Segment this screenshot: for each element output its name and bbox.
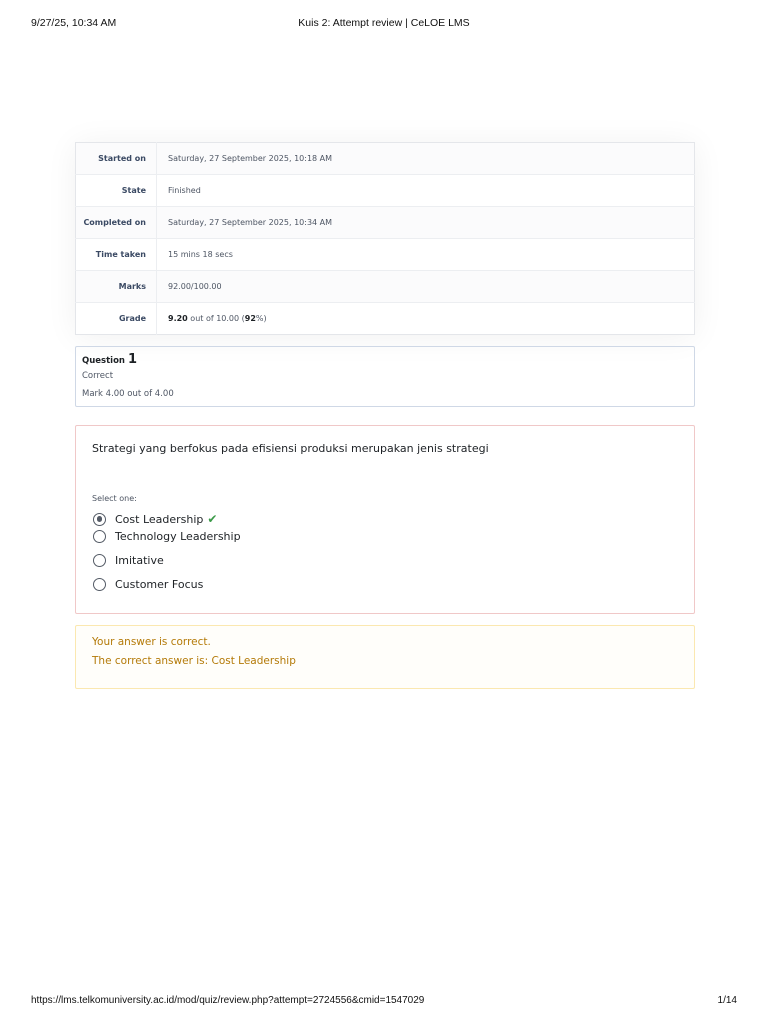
summary-label: Grade bbox=[76, 303, 157, 335]
summary-value-grade bbox=[157, 303, 695, 335]
feedback-result: Your answer is correct. bbox=[92, 636, 211, 648]
answer-option-label: Technology Leadership bbox=[115, 530, 241, 543]
print-footer bbox=[31, 995, 737, 1009]
summary-row-state bbox=[76, 175, 695, 207]
question-mark: Mark 4.00 out of 4.00 bbox=[82, 389, 174, 399]
summary-row-completed bbox=[76, 207, 695, 239]
summary-label: Started on bbox=[76, 143, 157, 175]
summary-label: Completed on bbox=[76, 207, 157, 239]
page-number: 1/14 bbox=[717, 995, 737, 1006]
summary-row-marks bbox=[76, 271, 695, 303]
grade-out-of: out of 10.00 ( bbox=[187, 314, 245, 323]
answer-option-label: Customer Focus bbox=[115, 578, 204, 591]
select-one-prompt: Select one: bbox=[92, 494, 137, 503]
grade-percent: 92 bbox=[244, 314, 256, 323]
print-datetime: 9/27/25, 10:34 AM bbox=[31, 17, 117, 29]
print-page-title: Kuis 2: Attempt review | CeLOE LMS bbox=[298, 17, 470, 29]
question-label: Question bbox=[82, 356, 125, 366]
question-text: Strategi yang berfokus pada efisiensi produksi merupakan jenis strategi bbox=[92, 442, 489, 455]
question-number bbox=[82, 352, 688, 367]
page-url: https://lms.telkomuniversity.ac.id/mod/quiz/review.php?attempt=2724556&cmid=1547029 bbox=[31, 995, 425, 1006]
print-header bbox=[31, 17, 737, 31]
summary-value: Saturday, 27 September 2025, 10:18 AM bbox=[157, 143, 695, 175]
answer-option-customer-focus[interactable] bbox=[93, 578, 203, 591]
feedback-correct-answer: The correct answer is: Cost Leadership bbox=[92, 655, 296, 667]
answer-option-technology-leadership[interactable] bbox=[93, 530, 241, 543]
attempt-summary bbox=[75, 142, 695, 335]
question-content bbox=[75, 425, 695, 614]
question-info bbox=[75, 346, 695, 407]
check-icon: ✔ bbox=[207, 512, 218, 526]
summary-value: 92.00/100.00 bbox=[157, 271, 695, 303]
answer-option-imitative[interactable] bbox=[93, 554, 164, 567]
answer-option-cost-leadership[interactable] bbox=[93, 512, 217, 526]
summary-label: Time taken bbox=[76, 239, 157, 271]
radio-unselected-icon[interactable] bbox=[93, 554, 106, 567]
answer-option-label: Cost Leadership bbox=[115, 512, 204, 526]
attempt-summary-table bbox=[75, 142, 695, 335]
grade-percent-suffix: %) bbox=[255, 314, 267, 323]
summary-row-grade bbox=[76, 303, 695, 335]
summary-label: Marks bbox=[76, 271, 157, 303]
question-state: Correct bbox=[82, 371, 114, 381]
summary-row-started bbox=[76, 143, 695, 175]
answer-option-label: Imitative bbox=[115, 554, 164, 567]
summary-row-time-taken bbox=[76, 239, 695, 271]
radio-selected-icon[interactable] bbox=[93, 513, 106, 526]
grade-value: 9.20 bbox=[168, 314, 188, 323]
summary-label: State bbox=[76, 175, 157, 207]
answer-feedback bbox=[75, 625, 695, 689]
question-number-value: 1 bbox=[127, 352, 137, 367]
radio-unselected-icon[interactable] bbox=[93, 578, 106, 591]
summary-value: Finished bbox=[157, 175, 695, 207]
summary-value: 15 mins 18 secs bbox=[157, 239, 695, 271]
radio-unselected-icon[interactable] bbox=[93, 530, 106, 543]
summary-value: Saturday, 27 September 2025, 10:34 AM bbox=[157, 207, 695, 239]
